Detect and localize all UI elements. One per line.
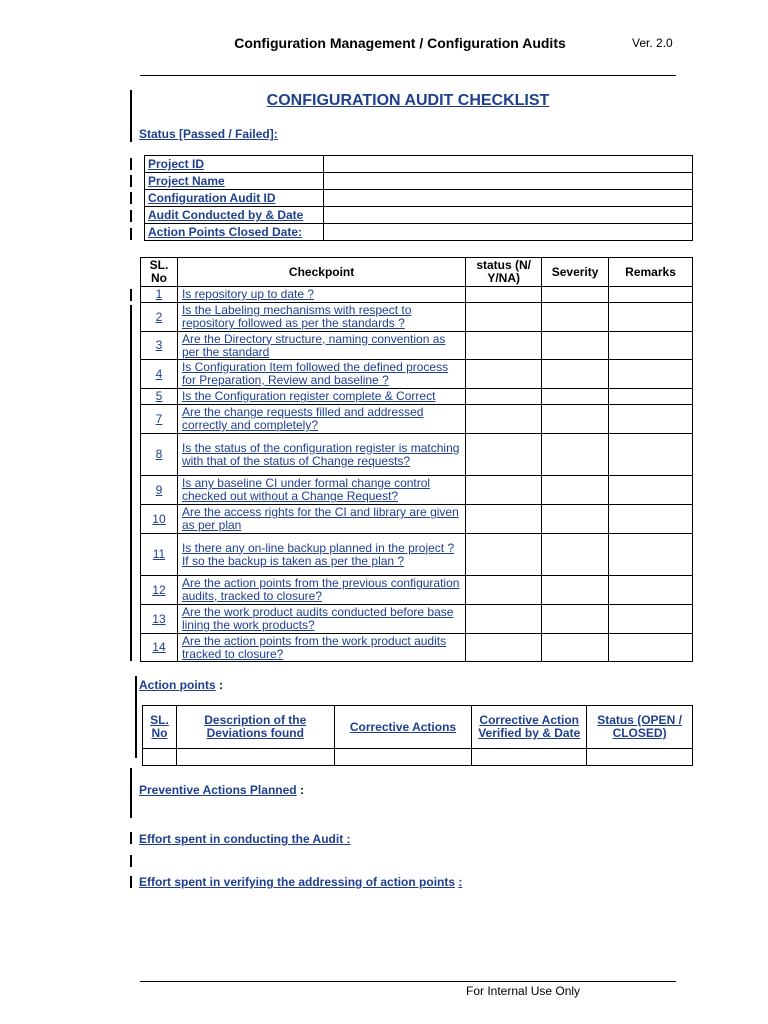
severity-cell[interactable] <box>542 405 609 434</box>
severity-cell[interactable] <box>542 434 609 476</box>
status-cell[interactable] <box>466 634 542 662</box>
footer-text: For Internal Use Only <box>466 984 581 998</box>
table-row <box>141 505 693 534</box>
severity-cell[interactable] <box>542 476 609 505</box>
row-number[interactable]: 2 <box>141 303 178 332</box>
footer-rule <box>140 981 676 982</box>
status-cell[interactable] <box>466 303 542 332</box>
severity-cell[interactable] <box>542 389 609 405</box>
remarks-cell[interactable] <box>609 360 693 389</box>
revision-bar <box>130 832 132 844</box>
checkpoint-text[interactable]: Is Configuration Item followed the defined process for Preparation, Review and baseline ? <box>177 360 465 389</box>
doc-title: CONFIGURATION AUDIT CHECKLIST <box>266 92 550 109</box>
action-col-sl: SL. No <box>143 706 177 749</box>
remarks-cell[interactable] <box>609 332 693 360</box>
header-title: Configuration Management / Configuration Audits <box>234 35 566 51</box>
remarks-cell[interactable] <box>609 287 693 303</box>
revision-bar <box>130 305 132 661</box>
action-points-table <box>142 705 693 766</box>
table-row <box>141 360 693 389</box>
action-points-label: Action points : <box>139 678 224 692</box>
project-row <box>145 224 693 241</box>
project-name-value[interactable] <box>324 173 693 190</box>
revision-bar <box>130 855 132 867</box>
audit-conducted-label: Audit Conducted by & Date <box>145 207 324 224</box>
revision-bar <box>130 158 132 170</box>
table-row <box>141 332 693 360</box>
checkpoint-text[interactable]: Are the work product audits conducted before base lining the work products? <box>177 605 465 634</box>
remarks-cell[interactable] <box>609 434 693 476</box>
status-cell[interactable] <box>466 576 542 605</box>
remarks-cell[interactable] <box>609 534 693 576</box>
status-cell[interactable] <box>466 534 542 576</box>
remarks-cell[interactable] <box>609 634 693 662</box>
severity-cell[interactable] <box>542 332 609 360</box>
table-row <box>141 405 693 434</box>
header-rule <box>140 75 676 76</box>
checkpoint-text[interactable]: Are the Directory structure, naming convention as per the standard <box>177 332 465 360</box>
table-row <box>141 534 693 576</box>
checkpoint-text[interactable]: Is the Labeling mechanisms with respect to repository followed as per the standards ? <box>177 303 465 332</box>
action-header-row <box>143 706 693 749</box>
project-row <box>145 173 693 190</box>
audit-id-label: Configuration Audit ID <box>145 190 324 207</box>
project-row <box>145 190 693 207</box>
project-id-value[interactable] <box>324 156 693 173</box>
remarks-cell[interactable] <box>609 576 693 605</box>
col-remarks-header: Remarks <box>609 258 693 287</box>
severity-cell[interactable] <box>542 634 609 662</box>
status-cell[interactable] <box>466 405 542 434</box>
action-col-corrective: Corrective Actions <box>334 706 472 749</box>
remarks-cell[interactable] <box>609 605 693 634</box>
remarks-cell[interactable] <box>609 476 693 505</box>
action-col-status: Status (OPEN / CLOSED) <box>587 706 693 749</box>
row-number[interactable]: 5 <box>141 389 178 405</box>
remarks-cell[interactable] <box>609 405 693 434</box>
revision-bar <box>130 228 132 240</box>
table-row <box>141 434 693 476</box>
severity-cell[interactable] <box>542 534 609 576</box>
checkpoint-text[interactable]: Is the status of the configuration register is matching with that of the status of Change requests? <box>177 434 465 476</box>
revision-bar <box>130 210 132 222</box>
action-status-cell[interactable] <box>587 749 693 766</box>
table-row <box>141 605 693 634</box>
action-col-description: Description of the Deviations found <box>176 706 334 749</box>
remarks-cell[interactable] <box>609 389 693 405</box>
project-id-label: Project ID <box>145 156 324 173</box>
checklist-header-row <box>141 258 693 287</box>
status-cell[interactable] <box>466 476 542 505</box>
effort-verify-label: Effort spent in verifying the addressing of action points : <box>139 875 463 889</box>
checkpoint-text[interactable]: Is any baseline CI under formal change control checked out without a Change Request? <box>177 476 465 505</box>
action-col-verified: Corrective Action Verified by & Date <box>472 706 587 749</box>
remarks-cell[interactable] <box>609 303 693 332</box>
status-cell[interactable] <box>466 605 542 634</box>
row-number[interactable]: 13 <box>141 605 178 634</box>
status-cell[interactable] <box>466 287 542 303</box>
revision-bar <box>130 175 132 187</box>
row-number[interactable]: 8 <box>141 434 178 476</box>
row-number[interactable]: 12 <box>141 576 178 605</box>
checkpoint-text[interactable]: Are the action points from the previous configuration audits, tracked to closure? <box>177 576 465 605</box>
row-number[interactable]: 7 <box>141 405 178 434</box>
checkpoint-text[interactable]: Are the action points from the work product audits tracked to closure? <box>177 634 465 662</box>
severity-cell[interactable] <box>542 287 609 303</box>
severity-cell[interactable] <box>542 360 609 389</box>
status-label: Status [Passed / Failed]: <box>139 127 278 141</box>
effort-audit-label: Effort spent in conducting the Audit : <box>139 832 351 846</box>
project-row <box>145 207 693 224</box>
checkpoint-text[interactable]: Are the change requests filled and addressed correctly and completely? <box>177 405 465 434</box>
status-cell[interactable] <box>466 360 542 389</box>
row-number[interactable]: 1 <box>141 287 178 303</box>
project-name-label: Project Name <box>145 173 324 190</box>
table-row <box>141 287 693 303</box>
severity-cell[interactable] <box>542 505 609 534</box>
row-number[interactable]: 3 <box>141 332 178 360</box>
action-sl-cell[interactable] <box>143 749 177 766</box>
table-row <box>141 634 693 662</box>
revision-bar <box>130 876 132 888</box>
row-number[interactable]: 9 <box>141 476 178 505</box>
checkpoint-text[interactable]: Are the access rights for the CI and library are given as per plan <box>177 505 465 534</box>
row-number[interactable]: 10 <box>141 505 178 534</box>
revision-bar <box>130 192 132 204</box>
audit-id-value[interactable] <box>324 190 693 207</box>
action-corrective-cell[interactable] <box>334 749 472 766</box>
closed-date-value[interactable] <box>324 224 693 241</box>
closed-date-label: Action Points Closed Date: <box>145 224 324 241</box>
checkpoint-text[interactable]: Is the Configuration register complete & Correct <box>177 389 465 405</box>
row-number[interactable]: 14 <box>141 634 178 662</box>
severity-cell[interactable] <box>542 605 609 634</box>
remarks-cell[interactable] <box>609 505 693 534</box>
col-checkpoint-header: Checkpoint <box>177 258 465 287</box>
checkpoint-text[interactable]: Is there any on-line backup planned in the project ? If so the backup is taken as per the plan ? <box>177 534 465 576</box>
table-row <box>141 476 693 505</box>
col-severity-header: Severity <box>542 258 609 287</box>
project-row <box>145 156 693 173</box>
revision-bar <box>130 768 132 818</box>
severity-cell[interactable] <box>542 303 609 332</box>
col-sl-header: SL. No <box>141 258 178 287</box>
status-cell[interactable] <box>466 434 542 476</box>
action-description-cell[interactable] <box>176 749 334 766</box>
audit-conducted-value[interactable] <box>324 207 693 224</box>
revision-bar <box>130 289 132 301</box>
col-status-header: status (N/ Y/NA) <box>466 258 542 287</box>
table-row <box>143 749 693 766</box>
action-verified-cell[interactable] <box>472 749 587 766</box>
table-row <box>141 576 693 605</box>
status-cell[interactable] <box>466 505 542 534</box>
table-row <box>141 389 693 405</box>
version-label: Ver. 2.0 <box>632 36 673 50</box>
checklist-table <box>140 257 693 662</box>
project-info-table <box>144 155 693 241</box>
row-number[interactable]: 4 <box>141 360 178 389</box>
severity-cell[interactable] <box>542 576 609 605</box>
preventive-actions-label: Preventive Actions Planned : <box>139 783 304 797</box>
status-cell[interactable] <box>466 332 542 360</box>
table-row <box>141 303 693 332</box>
status-cell[interactable] <box>466 389 542 405</box>
revision-bar <box>135 676 137 758</box>
row-number[interactable]: 11 <box>141 534 178 576</box>
checkpoint-text[interactable]: Is repository up to date ? <box>177 287 465 303</box>
